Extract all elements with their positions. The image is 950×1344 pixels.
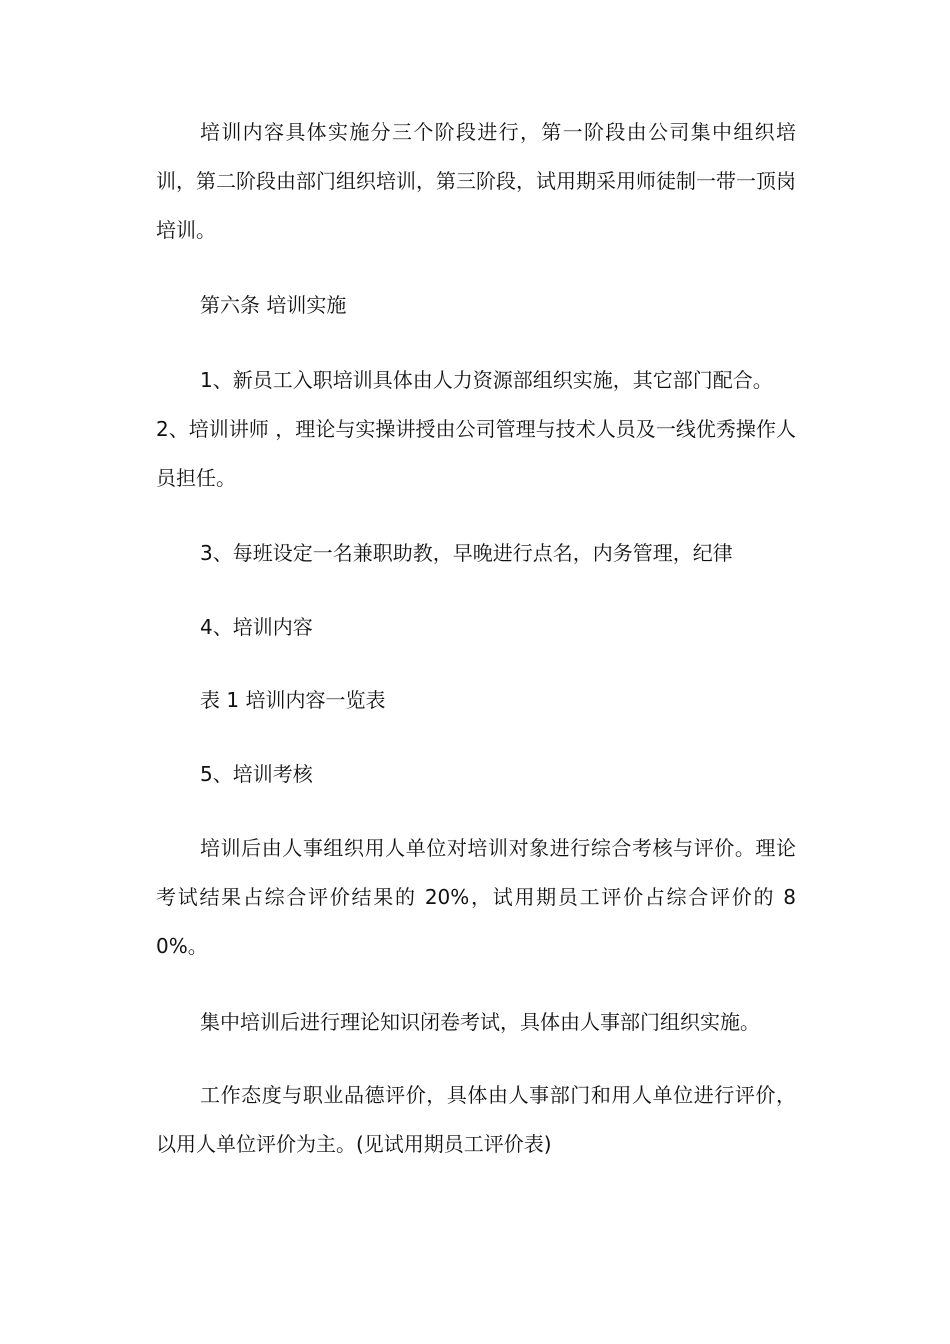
paragraph-assessment: 培训后由人事组织用人单位对培训对象进行综合考核与评价。理论考试结果占综合评价结果的 20%，试用期员工评价占综合评价的 80%。 (156, 836, 796, 958)
paragraph-training-stages: 培训内容具体实施分三个阶段进行，第一阶段由公司集中组织培训，第二阶段由部门组织培训，第三阶段，试用期采用师徒制一带一顶岗培训。 (156, 120, 796, 242)
item-4-text: 4、培训内容 (200, 615, 313, 639)
item-3-text: 3、每班设定一名兼职助教，早晚进行点名，内务管理，纪律 (200, 541, 733, 565)
paragraph-closed-book-exam: 集中培训后进行理论知识闭卷考试，具体由人事部门组织实施。 (200, 1010, 760, 1034)
item-5-text: 5、培训考核 (200, 762, 313, 786)
paragraph-attitude-evaluation: 工作态度与职业品德评价，具体由人事部门和用人单位进行评价，以用人单位评价为主。(见试用期员工评价表) (156, 1083, 796, 1156)
article-six-heading: 第六条 培训实施 (200, 293, 347, 317)
item-2-text: 2、培训讲师 ，理论与实操讲授由公司管理与技术人员及一线优秀操作人员担任。 (156, 417, 796, 490)
item-1-text: 1、新员工入职培训具体由人力资源部组织实施，其它部门配合。 (200, 368, 773, 392)
table-1-caption: 表 1 培训内容一览表 (200, 688, 386, 712)
